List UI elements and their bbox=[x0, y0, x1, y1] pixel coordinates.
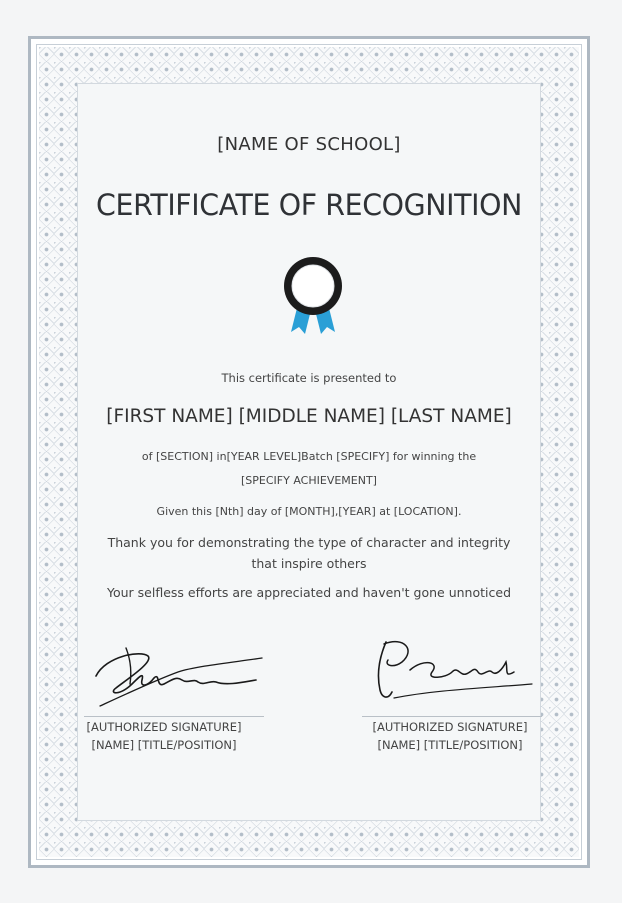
presented-to-text: This certificate is presented to bbox=[221, 371, 397, 385]
certificate-content bbox=[28, 36, 590, 868]
certificate-title: CERTIFICATE OF RECOGNITION bbox=[96, 188, 522, 222]
given-line: Given this [Nth] day of [MONTH],[YEAR] at [LOCATION]. bbox=[156, 505, 462, 518]
recipient-name: [FIRST NAME] [MIDDLE NAME] [LAST NAME] bbox=[106, 406, 512, 427]
detail-line-1: of [SECTION] in[YEAR LEVEL]Batch [SPECIFY] for winning the bbox=[141, 450, 477, 463]
left-signature-label bbox=[64, 718, 264, 754]
left-signature-name-position: [NAME] [TITLE/POSITION] bbox=[91, 738, 237, 752]
detail-line-2: [SPECIFY ACHIEVEMENT] bbox=[241, 474, 377, 487]
left-signature-title: [AUTHORIZED SIGNATURE] bbox=[86, 720, 242, 734]
award-rosette-icon bbox=[279, 254, 347, 344]
thanks-line-1: Thank you for demonstrating the type of character and integrity bbox=[107, 535, 511, 550]
left-signature-graphic bbox=[86, 636, 286, 716]
left-signature-line bbox=[84, 716, 264, 717]
right-signature-label bbox=[350, 718, 550, 754]
thanks-line-2: that inspire others bbox=[251, 556, 367, 571]
appreciation-line: Your selfless efforts are appreciated and haven't gone unnoticed bbox=[107, 585, 511, 600]
school-name: [NAME OF SCHOOL] bbox=[217, 134, 401, 155]
right-signature-line bbox=[362, 716, 542, 717]
right-signature-name-position: [NAME] [TITLE/POSITION] bbox=[377, 738, 523, 752]
right-signature-graphic bbox=[354, 632, 554, 712]
right-signature-title: [AUTHORIZED SIGNATURE] bbox=[372, 720, 528, 734]
